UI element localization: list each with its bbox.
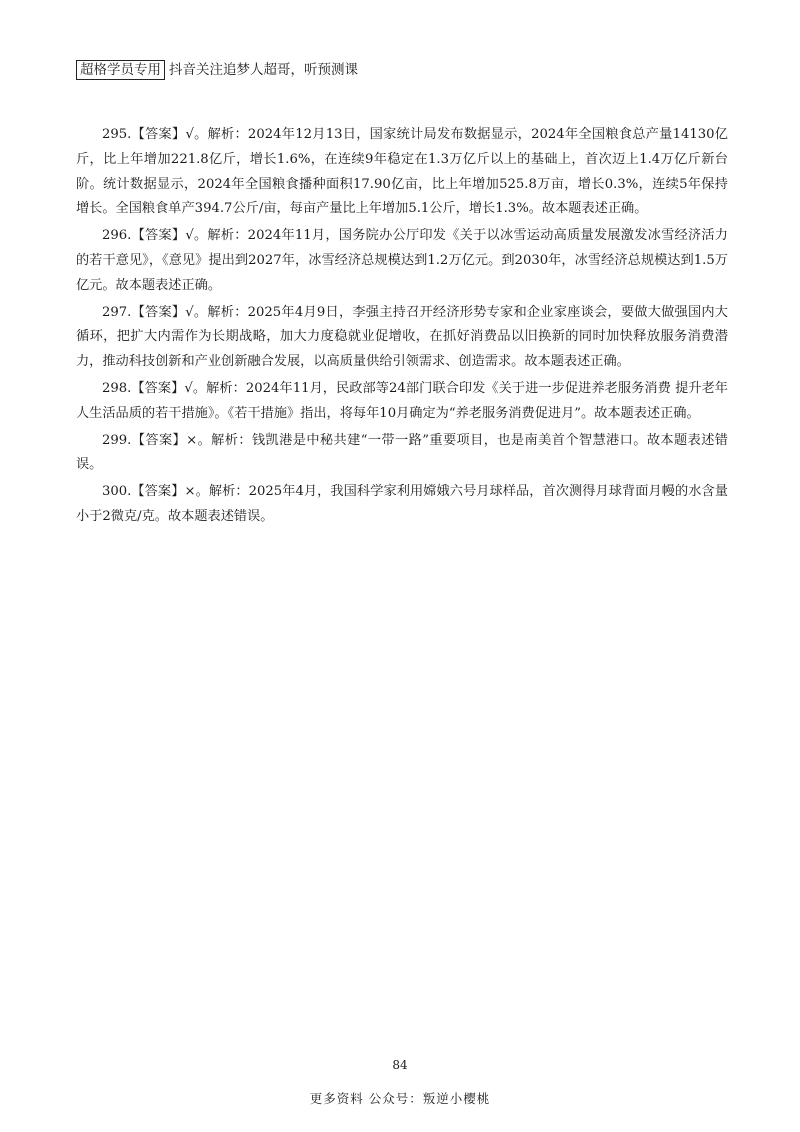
page-header bbox=[76, 60, 358, 80]
answer-299: 299.【答案】×。解析：钱凯港是中秘共建“一带一路”重要项目，也是南美首个智慧港口。故本题表述错误。 bbox=[76, 432, 728, 473]
header-badge: 超格学员专用 bbox=[76, 60, 165, 80]
answer-295: 295.【答案】√。解析：2024年12月13日，国家统计局发布数据显示，2024年全国粮食总产量14130亿斤，比上年增加221.8亿斤，增长1.6%，在连续9年稳定在1.3万亿斤以上的基础上，首次迈上1.4万亿斤新台阶。统计数据显示，2024年全国粮食播种面积17.90亿亩，比上年增加525.8万亩，增长0.3%，连续5年保持增长。全国粮食单产394.7公斤/亩，每亩产量比上年增加5.1公斤，增长1.3%。故本题表述正确。 bbox=[76, 127, 728, 217]
answer-300: 300.【答案】×。解析：2025年4月，我国科学家利用嫦娥六号月球样品，首次测得月球背面月幔的水含量小于2微克/克。故本题表述错误。 bbox=[76, 484, 728, 524]
answer-296: 296.【答案】√。解析：2024年11月，国务院办公厅印发《关于以冰雪运动高质量发展激发冰雪经济活力的若干意见》，《意见》提出到2027年，冰雪经济总规模达到1.2万亿元。到2030年，冰雪经济总规模达到1.5万亿元。故本题表述正确。 bbox=[76, 228, 728, 293]
answer-297: 297.【答案】√。解析：2025年4月9日，李强主持召开经济形势专家和企业家座谈会，要做大做强国内大循环，把扩大内需作为长期战略，加大力度稳就业促增收，在抓好消费品以旧换新的同时加快释放服务消费潜力，推动科技创新和产业创新融合发展，以高质量供给引领需求、创造需求。故本题表述正确。 bbox=[76, 304, 728, 370]
answer-list bbox=[76, 123, 728, 532]
answer-298: 298.【答案】√。解析：2024年11月，民政部等24部门联合印发《关于进一步促进养老服务消费 提升老年人生活品质的若干措施》。《若干措施》指出，将每年10月确定为“养老服务消费促进月”。故本题表述正确。 bbox=[76, 380, 728, 421]
page-number: 84 bbox=[392, 1058, 408, 1072]
header-text: 抖音关注追梦人超哥，听预测课 bbox=[169, 62, 358, 78]
page-footer: 更多资料 公众号：叛逆小樱桃 bbox=[309, 1091, 491, 1106]
